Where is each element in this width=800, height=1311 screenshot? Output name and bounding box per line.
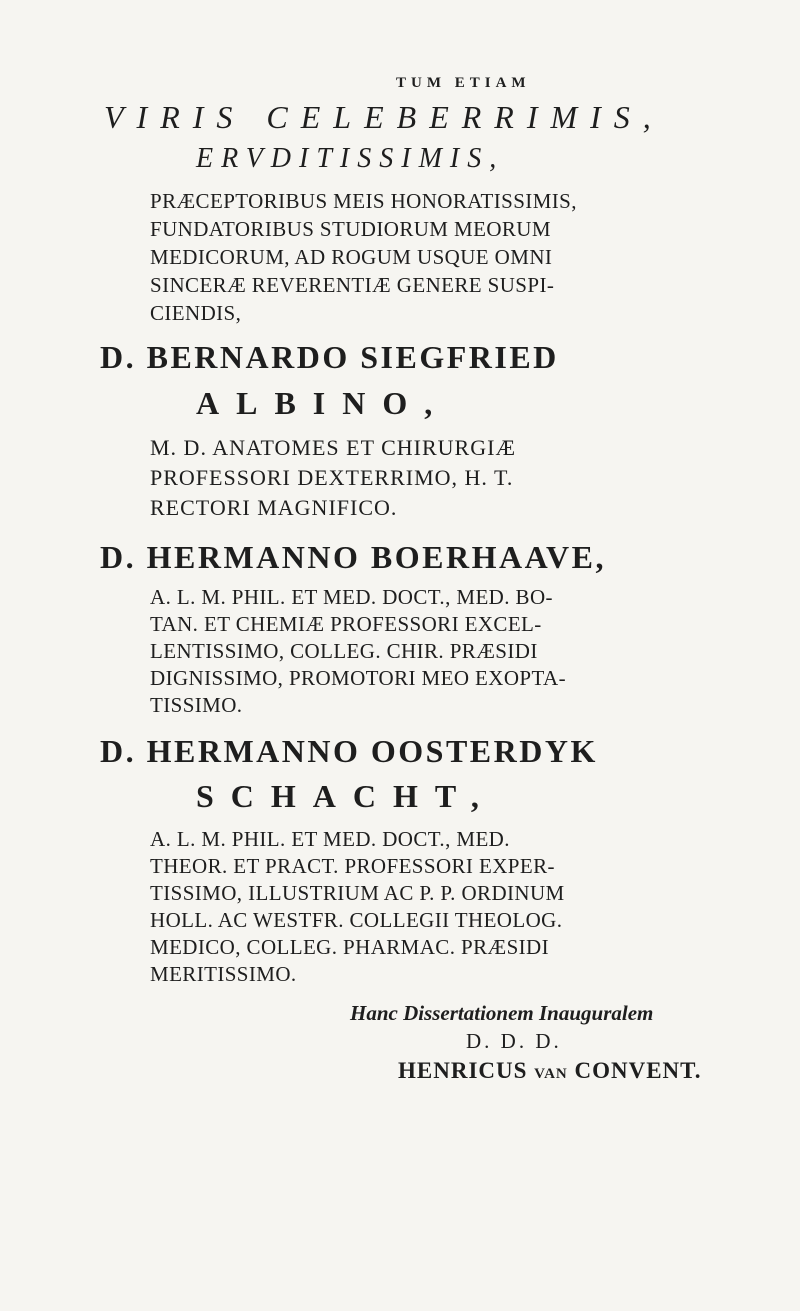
dedicatee-3-name: D. HERMANNO OOSTERDYK bbox=[100, 733, 598, 769]
dedicatee-3-title-2: THEOR. ET PRACT. PROFESSORI EXPER- bbox=[150, 854, 555, 878]
dedication-formula: D. D. D. bbox=[466, 1029, 562, 1053]
author-last-name: CONVENT. bbox=[574, 1058, 702, 1083]
page-header: TUM ETIAM bbox=[396, 75, 531, 91]
dedicatee-2-title-5: TISSIMO. bbox=[150, 693, 243, 717]
dedicatee-3-title-4: HOLL. AC WESTFR. COLLEGII THEOLOG. bbox=[150, 908, 563, 932]
intro-line-2: FUNDATORIBUS STUDIORUM MEORUM bbox=[150, 217, 551, 241]
dedicatee-2-title-1: A. L. M. PHIL. ET MED. DOCT., MED. BO- bbox=[150, 585, 553, 609]
dedicatee-3-name-2: SCHACHT, bbox=[196, 778, 496, 814]
dedicatee-1-title-2: PROFESSORI DEXTERRIMO, H. T. bbox=[150, 465, 514, 490]
dedicatee-1-name-2: ALBINO, bbox=[196, 385, 450, 421]
intro-line-5: CIENDIS, bbox=[150, 301, 242, 325]
dedicatee-3-title-6: MERITISSIMO. bbox=[150, 962, 297, 986]
intro-line-3: MEDICORUM, AD ROGUM USQUE OMNI bbox=[150, 245, 553, 269]
title-line-1: VIRIS CELEBERRIMIS, bbox=[104, 99, 664, 135]
author-signature bbox=[398, 1059, 702, 1082]
dedicatee-1-name: D. BERNARDO SIEGFRIED bbox=[100, 339, 559, 375]
intro-line-4: SINCERÆ REVERENTIÆ GENERE SUSPI- bbox=[150, 273, 555, 297]
dedicatee-3-title-3: TISSIMO, ILLUSTRIUM AC P. P. ORDINUM bbox=[150, 881, 565, 905]
author-particle: VAN bbox=[534, 1066, 568, 1082]
title-line-2: ERVDITISSIMIS, bbox=[196, 143, 505, 174]
dedication-phrase: Hanc Dissertationem Inauguralem bbox=[350, 1001, 654, 1025]
dedicatee-3-title-5: MEDICO, COLLEG. PHARMAC. PRÆSIDI bbox=[150, 935, 550, 959]
dedicatee-3-title-1: A. L. M. PHIL. ET MED. DOCT., MED. bbox=[150, 827, 510, 851]
dedicatee-1-title-1: M. D. ANATOMES ET CHIRURGIÆ bbox=[150, 435, 517, 460]
dedicatee-1-title-3: RECTORI MAGNIFICO. bbox=[150, 495, 398, 520]
dedicatee-2-name: D. HERMANNO BOERHAAVE, bbox=[100, 539, 606, 575]
intro-line-1: PRÆCEPTORIBUS MEIS HONORATISSIMIS, bbox=[150, 189, 577, 213]
dedicatee-2-title-3: LENTISSIMO, COLLEG. CHIR. PRÆSIDI bbox=[150, 639, 538, 663]
author-first-name: HENRICUS bbox=[398, 1058, 528, 1083]
dedicatee-2-title-2: TAN. ET CHEMIÆ PROFESSORI EXCEL- bbox=[150, 612, 542, 636]
dedicatee-2-title-4: DIGNISSIMO, PROMOTORI MEO EXOPTA- bbox=[150, 666, 566, 690]
